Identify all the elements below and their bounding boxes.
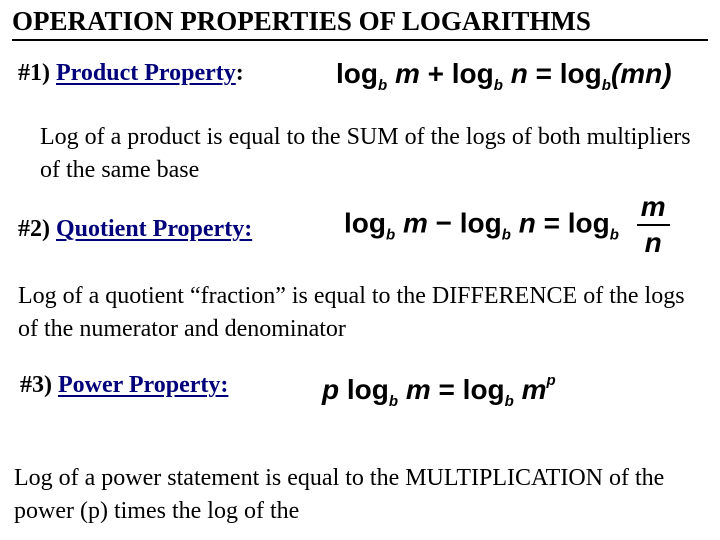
fraction [637, 190, 670, 260]
quotient-formula: $\log_b m - \log_b n = \log_b$ $\frac{m}{n}$ [344, 190, 670, 260]
fraction-numerator: m [640, 191, 666, 222]
power-property-heading [20, 372, 228, 399]
section-colon: : [235, 60, 244, 86]
section-name: Product Property [56, 60, 236, 86]
product-description: Log of a product is equal to the SUM of the logs of both multipliers of the same base [40, 124, 691, 183]
section-number: #3) [20, 372, 52, 398]
product-formula: $\log_b m + \log_b n = \log_b(mn)$ [336, 58, 672, 94]
section-name: Power Property: [58, 372, 229, 398]
product-property-heading [18, 60, 244, 87]
quotient-description: Log of a quotient “fraction” is equal to the DIFFERENCE of the logs of the numerator and denominator [18, 283, 685, 342]
section-name: Quotient Property: [56, 216, 253, 242]
power-formula: p $\log_b m = \log_b m^p$ [322, 372, 556, 410]
power-description: Log of a power statement is equal to the MULTIPLICATION of the power (p) times the log of the [14, 465, 665, 524]
page-title: OPERATION PROPERTIES OF LOGARITHMS [12, 6, 591, 36]
fraction-denominator: n [644, 227, 662, 258]
title-underline [12, 39, 708, 41]
section-number: #2) [18, 216, 50, 242]
section-number: #1) [18, 60, 50, 86]
quotient-property-heading [18, 216, 252, 243]
